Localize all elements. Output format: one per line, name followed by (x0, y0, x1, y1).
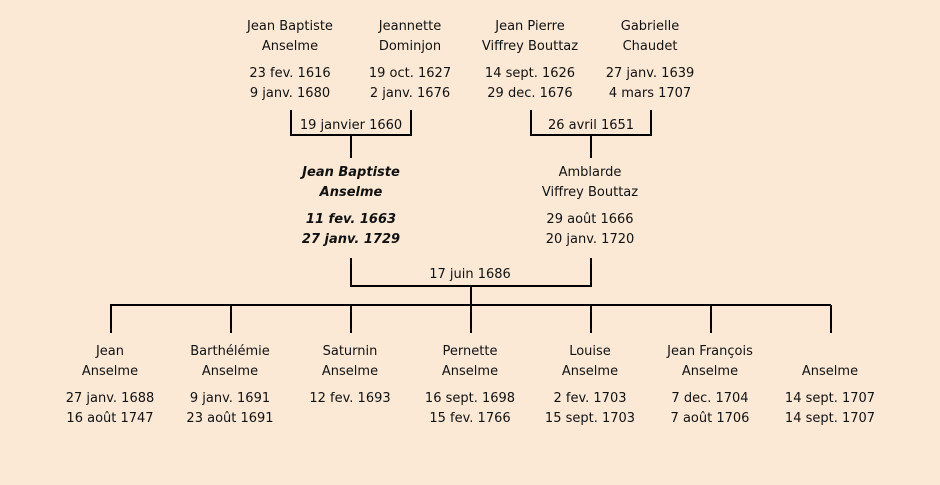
person-birth-date: 9 janv. 1691 (189, 391, 271, 406)
person-first-name: Louise (569, 344, 611, 359)
person-birth-date: 19 oct. 1627 (368, 66, 452, 81)
person-child-7[interactable] (755, 342, 905, 429)
person-death-date: 15 fev. 1766 (429, 411, 511, 426)
person-first-name: Barthélémie (190, 344, 270, 359)
person-last-name: Viffrey Bouttaz (481, 39, 579, 54)
person-death-date: 2 janv. 1676 (369, 86, 451, 101)
person-last-name: Viffrey Bouttaz (541, 185, 639, 200)
person-first-name: Jean Baptiste (302, 165, 400, 180)
person-first-name: Pernette (442, 344, 498, 359)
person-last-name: Anselme (201, 364, 259, 379)
person-last-name: Anselme (801, 364, 859, 379)
person-last-name: Anselme (441, 364, 499, 379)
person-first-name (755, 342, 905, 362)
person-birth-date: 12 fev. 1693 (309, 391, 391, 406)
person-first-name: Jean (95, 344, 125, 359)
person-first-name: Jean Pierre (495, 19, 565, 34)
person-last-name: Anselme (561, 364, 619, 379)
person-birth-date: 23 fev. 1616 (249, 66, 331, 81)
person-birth-date: 7 dec. 1704 (671, 391, 749, 406)
person-death-date: 29 dec. 1676 (487, 86, 573, 101)
person-death-date: 20 janv. 1720 (545, 232, 635, 247)
person-first-name: Saturnin (322, 344, 378, 359)
person-last-name: Chaudet (622, 39, 678, 54)
person-birth-date: 27 janv. 1688 (65, 391, 155, 406)
marriage-date-grandparents-paternal: 19 janvier 1660 (299, 118, 403, 133)
person-death-date: 16 août 1747 (66, 411, 154, 426)
person-birth-date: 29 août 1666 (546, 212, 634, 227)
person-last-name: Anselme (81, 364, 139, 379)
marriage-date-parents: 17 juin 1686 (429, 267, 511, 282)
person-last-name: Anselme (681, 364, 739, 379)
person-father[interactable] (276, 163, 426, 250)
person-birth-date: 11 fev. 1663 (305, 212, 397, 227)
person-birth-date: 27 janv. 1639 (605, 66, 695, 81)
person-last-name: Anselme (261, 39, 319, 54)
person-first-name: Amblarde (558, 165, 622, 180)
person-last-name: Anselme (319, 185, 383, 200)
person-death-date: 15 sept. 1703 (544, 411, 636, 426)
person-first-name: Gabrielle (620, 19, 680, 34)
person-first-name: Jean François (667, 344, 753, 359)
person-death-date: 4 mars 1707 (608, 86, 692, 101)
person-grandmother-maternal[interactable] (575, 17, 725, 104)
person-death-date: 27 janv. 1729 (301, 232, 401, 247)
person-birth-date: 14 sept. 1707 (784, 391, 876, 406)
person-mother[interactable] (515, 163, 665, 250)
person-death-date: 9 janv. 1680 (249, 86, 331, 101)
person-birth-date: 16 sept. 1698 (424, 391, 516, 406)
marriage-date-grandparents-maternal: 26 avril 1651 (547, 118, 635, 133)
person-birth-date: 2 fev. 1703 (553, 391, 627, 406)
person-first-name: Jean Baptiste (247, 19, 333, 34)
person-death-date: 14 sept. 1707 (784, 411, 876, 426)
person-last-name: Dominjon (378, 39, 442, 54)
person-birth-date: 14 sept. 1626 (484, 66, 576, 81)
person-death-date: 23 août 1691 (186, 411, 274, 426)
person-death-date: 7 août 1706 (670, 411, 750, 426)
person-first-name: Jeannette (378, 19, 442, 34)
person-last-name: Anselme (321, 364, 379, 379)
